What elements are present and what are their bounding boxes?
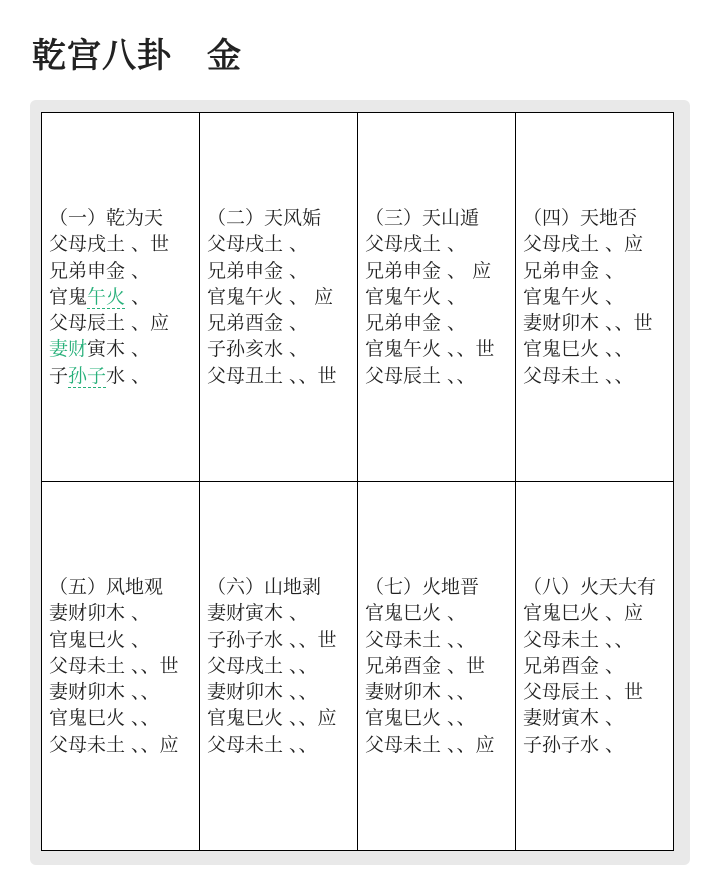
hexagram-cell (358, 113, 516, 482)
line-text: 父母未土 、、 (365, 628, 476, 651)
hexagram-name: （八）火天大有 (523, 575, 657, 598)
line-text: 、 (125, 285, 151, 308)
line-text: 妻财寅木 、 (523, 707, 625, 730)
line-text: 兄弟酉金 、 (523, 654, 625, 677)
yao-line (49, 258, 199, 284)
line-text: 妻财卯木 、、 (49, 681, 160, 704)
yao-line (49, 627, 199, 653)
line-text: 子孙子水 、 (523, 733, 625, 756)
line-text: 父母辰土 、应 (49, 312, 170, 335)
yao-line (523, 627, 673, 653)
line-text: 官鬼巳火 、、 (523, 338, 634, 361)
line-text: 父母戌土 、、 (207, 654, 318, 677)
yao-line (523, 231, 673, 257)
line-text: 妻财卯木 、、 (365, 681, 476, 704)
hexagram-cell (200, 113, 358, 482)
line-text: 父母辰土 、、 (365, 364, 476, 387)
yao-line (365, 363, 515, 389)
line-text: 父母未土 、、世 (49, 654, 179, 677)
yao-line (365, 336, 515, 362)
line-text: 官鬼 (49, 285, 88, 308)
yao-line (207, 363, 357, 389)
yao-line (523, 284, 673, 310)
line-text: 水 、 (106, 364, 151, 387)
hexagram-name: （七）火地晋 (365, 575, 480, 598)
line-text: 官鬼巳火 、、 (49, 707, 160, 730)
table-row (42, 113, 674, 482)
line-text: 父母未土 、、应 (365, 733, 495, 756)
line-text: 父母戌土 、 (365, 233, 467, 256)
yao-line (207, 679, 357, 705)
line-text: 兄弟申金 、 (365, 312, 467, 335)
yao-line (207, 336, 357, 362)
highlighted-term[interactable]: 午火 (87, 285, 126, 308)
yao-line (207, 600, 357, 626)
line-text: 父母戌土 、 (207, 233, 309, 256)
line-text: 兄弟申金 、 应 (365, 259, 492, 282)
table-row (42, 482, 674, 851)
hexagram-cell (42, 482, 200, 851)
line-text: 父母辰土 、世 (523, 681, 644, 704)
yao-line (49, 732, 199, 758)
highlighted-term[interactable]: 孙子 (68, 364, 107, 387)
yao-line (523, 363, 673, 389)
line-text: 子孙亥水 、 (207, 338, 309, 361)
yao-line (207, 258, 357, 284)
hexagram-name: （一）乾为天 (49, 206, 164, 229)
yao-line (365, 310, 515, 336)
yao-line (207, 705, 357, 731)
highlighted-term[interactable]: 妻财 (49, 338, 88, 361)
yao-line (523, 336, 673, 362)
yao-line (365, 627, 515, 653)
line-text: 官鬼午火 、、世 (365, 338, 495, 361)
yao-line (207, 231, 357, 257)
hexagram-name: （二）天风姤 (207, 206, 322, 229)
line-text: 父母未土 、、应 (49, 733, 179, 756)
yao-line (49, 600, 199, 626)
yao-line (365, 284, 515, 310)
yao-line (365, 600, 515, 626)
yao-line (365, 653, 515, 679)
page-title: 乾宫八卦 金 (32, 36, 242, 76)
yao-line (49, 336, 199, 362)
yao-line (523, 679, 673, 705)
yao-line (207, 653, 357, 679)
hexagram-table (41, 112, 674, 851)
line-text: 兄弟申金 、 (523, 259, 625, 282)
line-text: 妻财卯木 、 (49, 602, 151, 625)
line-text: 官鬼午火 、 应 (207, 285, 334, 308)
yao-line (523, 258, 673, 284)
line-text: 官鬼巳火 、、应 (207, 707, 337, 730)
line-text: 妻财卯木 、、 (207, 681, 318, 704)
yao-line (207, 310, 357, 336)
hexagram-name: （四）天地否 (523, 206, 638, 229)
line-text: 官鬼午火 、 (523, 285, 625, 308)
line-text: 子 (49, 364, 69, 387)
yao-line (523, 732, 673, 758)
yao-line (49, 679, 199, 705)
hexagram-name: （五）风地观 (49, 575, 164, 598)
line-text: 兄弟酉金 、 (207, 312, 309, 335)
hexagram-cell (42, 113, 200, 482)
hexagram-name: （六）山地剥 (207, 575, 322, 598)
yao-line (523, 705, 673, 731)
hexagram-cell (200, 482, 358, 851)
yao-line (523, 600, 673, 626)
yao-line (365, 705, 515, 731)
line-text: 寅木 、 (87, 338, 151, 361)
line-text: 妻财卯木 、、世 (523, 312, 653, 335)
line-text: 官鬼巳火 、 (365, 602, 467, 625)
line-text: 父母戌土 、应 (523, 233, 644, 256)
yao-line (365, 231, 515, 257)
line-text: 子孙子水 、、世 (207, 628, 337, 651)
yao-line (523, 653, 673, 679)
yao-line (49, 653, 199, 679)
yao-line (49, 705, 199, 731)
line-text: 父母丑土 、、世 (207, 364, 337, 387)
yao-line (365, 258, 515, 284)
yao-line (49, 363, 199, 389)
line-text: 父母未土 、、 (523, 628, 634, 651)
yao-line (523, 310, 673, 336)
yao-line (207, 732, 357, 758)
yao-line (207, 284, 357, 310)
line-text: 妻财寅木 、 (207, 602, 309, 625)
yao-line (365, 732, 515, 758)
line-text: 父母未土 、、 (523, 364, 634, 387)
line-text: 官鬼巳火 、 (49, 628, 151, 651)
yao-line (49, 284, 199, 310)
hexagram-cell (516, 113, 674, 482)
line-text: 官鬼巳火 、、 (365, 707, 476, 730)
line-text: 兄弟申金 、 (207, 259, 309, 282)
yao-line (49, 310, 199, 336)
line-text: 官鬼巳火 、应 (523, 602, 644, 625)
hexagram-cell (516, 482, 674, 851)
line-text: 父母未土 、、 (207, 733, 318, 756)
line-text: 官鬼午火 、 (365, 285, 467, 308)
line-text: 兄弟申金 、 (49, 259, 151, 282)
line-text: 父母戌土 、世 (49, 233, 170, 256)
line-text: 兄弟酉金 、世 (365, 654, 486, 677)
hexagram-cell (358, 482, 516, 851)
yao-line (365, 679, 515, 705)
yao-line (49, 231, 199, 257)
hexagram-name: （三）天山遁 (365, 206, 480, 229)
yao-line (207, 627, 357, 653)
